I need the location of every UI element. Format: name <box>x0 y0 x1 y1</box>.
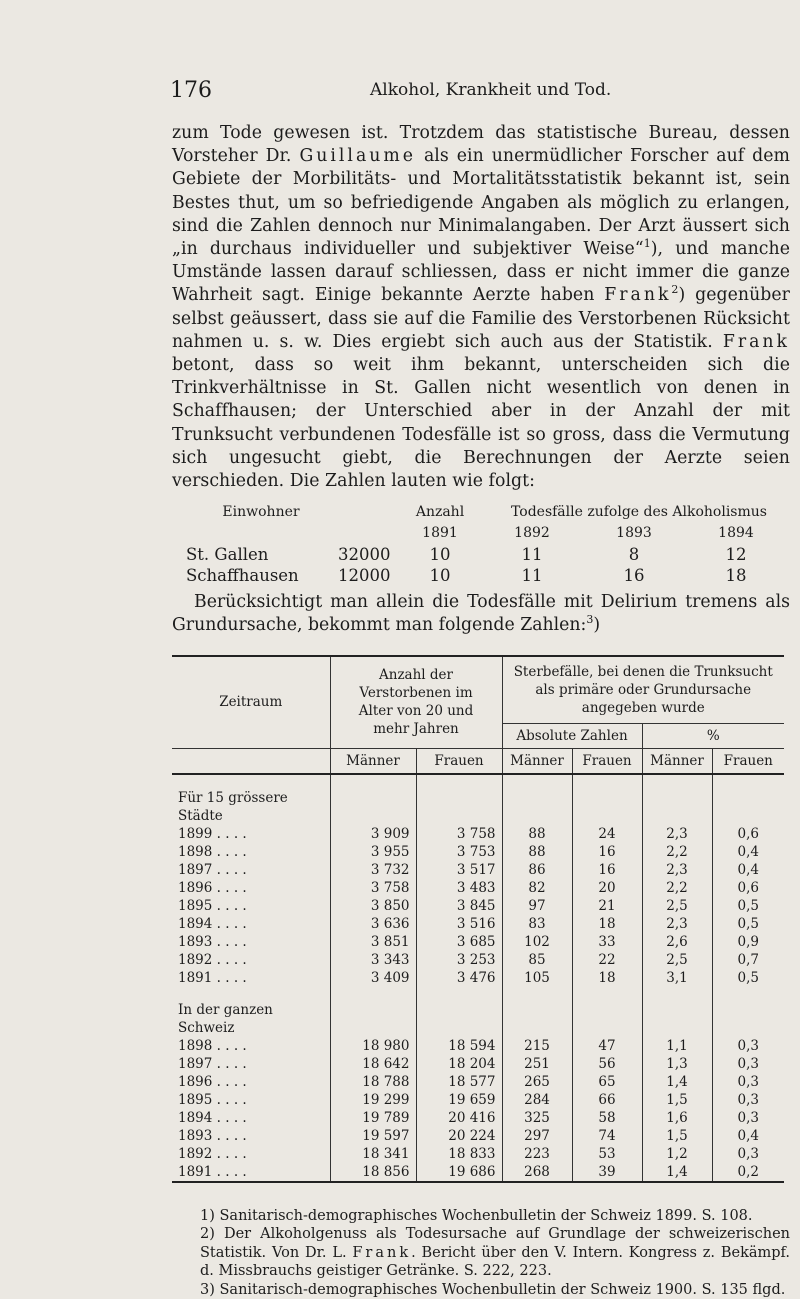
paragraph-1: zum Tode gewesen ist. Trotzdem das statistische Bureau, dessen Vorsteher Dr. Guillaume als ein unermüdlicher Forscher auf dem Gebiete der Morbilitäts- und Mortalitätsstatistik bekannt ist, sein Bestes thut, um so befriedigende Angaben als möglich zu erlangen, sind die Zahlen dennoch nur Minimalangaben. Der Arzt äussert sich „in durchaus individueller und subjektiver Weise“$^1$), und manche Umstände lassen darauf schliessen, dass er nicht immer die ganze Wahrheit sagt. Einige bekannte Aerzte haben Frank$^2$) gegenüber selbst geäussert, dass sie auf die Familie des Verstorbenen Rücksicht nahmen u. s. w. Dies ergiebt sich auch aus der Statistik. Frank betont, dass so weit ihm bekannt, unterscheiden sich die Trinkverhältnisse in St. Gallen nicht wesentlich von denen in Schaffhausen; der Unterschied aber in der Anzahl der mit Trunksucht verbundenen Todesfälle ist so gross, dass die Vermutung sich ungesucht giebt, die Berechnungen der Aerzte seien verschieden. Die Zahlen lauten wie folgt: <box>172 123 790 492</box>
table-row: 1895 . . . . 3 850 3 845 97 21 2,5 0,5 <box>172 897 784 915</box>
footnote-3: 3) Sanitarisch-demographisches Wochenbulletin der Schweiz 1900. S. 135 flgd. <box>200 1281 786 1298</box>
table-row: 1891 . . . . 3 409 3 476 105 18 3,1 0,5 <box>172 969 784 987</box>
footnotes <box>150 1207 790 1299</box>
header-percent: % <box>642 723 784 748</box>
table-row: 1898 . . . . 18 980 18 594 215 47 1,1 0,3 <box>172 1037 784 1055</box>
table-row: 1896 . . . . 3 758 3 483 82 20 2,2 0,6 <box>172 879 784 897</box>
table-row: 1894 . . . . 19 789 20 416 325 58 1,6 0,3 <box>172 1109 784 1127</box>
table-row: 1899 . . . . 3 909 3 758 88 24 2,3 0,6 <box>172 825 784 843</box>
table-row: St. Gallen 32000 10 11 8 12 <box>186 545 747 565</box>
table-row: 1891 . . . . 18 856 19 686 268 39 1,4 0,2 <box>172 1163 784 1182</box>
table-row: 1897 . . . . 18 642 18 204 251 56 1,3 0,3 <box>172 1055 784 1073</box>
table-row: 1893 . . . . 19 597 20 224 297 74 1,5 0,4 <box>172 1127 784 1145</box>
page <box>150 70 790 1299</box>
table-row: 1895 . . . . 19 299 19 659 284 66 1,5 0,3 <box>172 1091 784 1109</box>
footnote-ref-1[interactable]: 1 <box>643 237 651 251</box>
table-row: Schaffhausen 12000 10 11 16 18 <box>186 566 747 586</box>
author-name: Guillaume <box>299 146 416 167</box>
city-comparison-table: Einwohner Anzahl Todesfälle zufolge des Alkoholismus 1891 1892 1893 1894 St. Gallen 32000 10 11 8 12 Schaffhausen 12000 10 11 16 18 <box>184 501 788 587</box>
table-group-row: In der ganzen Schweiz <box>172 987 784 1037</box>
footnote-2: 2) Der Alkoholgenuss als Todesursache auf Grundlage der schweizerischen Statistik. Von Dr. L. Frank. Bericht über den V. Intern. Kongress z. Bekämpf. d. Missbrauchs geistiger Getränke. S. 222, 223. <box>200 1226 790 1280</box>
running-title: Alkohol, Krankheit und Tod. <box>370 80 612 100</box>
header-zeitraum: Zeitraum <box>172 656 330 749</box>
table-row: 1898 . . . . 3 955 3 753 88 16 2,2 0,4 <box>172 843 784 861</box>
table-row: 1897 . . . . 3 732 3 517 86 16 2,3 0,4 <box>172 861 784 879</box>
footnote-ref-2[interactable]: 2 <box>671 283 679 297</box>
delirium-tremens-table: Zeitraum Anzahl der Verstorbenen im Alter von 20 und mehr Jahren Sterbefälle, bei denen die Trunksucht als primäre oder Grundursache angegeben wurde Absolute Zahlen % Männer Frauen Männer Frauen Männer Frauen Für 15 grössere Städte 1899 . . . . 3 909 3 758 88 24 2,3 0,6 1898 . . . . 3 955 3 753 88 16 2,2 0,4 1897 . . . . 3 732 3 517 86 16 2,3 0,4 1896 . . . . 3 758 3 483 82 20 2,2 0,6 1895 . . . . 3 850 3 845 97 21 2,5 0,5 1894 . . . . 3 636 3 516 83 18 2,3 0,5 1893 . . . . 3 851 3 685 102 33 2,6 0,9 1892 . . . . 3 343 3 253 85 22 2,5 0,7 1891 . . . . 3 409 3 476 105 18 3,1 0,5 In der ganzen Schweiz 1898 . . . . 18 980 18 594 215 47 1,1 0,3 1897 . . . . 18 642 18 204 251 56 1,3 0,3 1896 . . . . 18 788 18 577 265 65 1,4 0,3 1895 . . . . 19 299 19 659 284 66 1,5 0,3 1894 . . . . 19 789 20 416 325 58 1,6 0,3 1893 . . . . 19 597 20 224 297 74 1,5 0,4 1892 . . . . 18 341 18 833 223 53 1,2 0,3 1891 . . . . 18 856 19 686 268 39 1,4 0,2 <box>172 655 784 1183</box>
table-row: 1894 . . . . 3 636 3 516 83 18 2,3 0,5 <box>172 915 784 933</box>
header-absolute: Absolute Zahlen <box>502 723 642 748</box>
footnote-1: 1) Sanitarisch-demographisches Wochenbulletin der Schweiz 1899. S. 108. <box>200 1207 753 1224</box>
table-group-row: Für 15 grössere Städte <box>172 774 784 825</box>
table-row: 1892 . . . . 18 341 18 833 223 53 1,2 0,3 <box>172 1145 784 1163</box>
table-row: 1893 . . . . 3 851 3 685 102 33 2,6 0,9 <box>172 933 784 951</box>
table-row: 1896 . . . . 18 788 18 577 265 65 1,4 0,3 <box>172 1073 784 1091</box>
table-row: 1892 . . . . 3 343 3 253 85 22 2,5 0,7 <box>172 951 784 969</box>
header-anzahl: Anzahl der Verstorbenen im Alter von 20 und mehr Jahren <box>330 656 502 749</box>
author-name: Frank <box>604 285 672 306</box>
header-sterbefaelle: Sterbefälle, bei denen die Trunksucht als primäre oder Grundursache angegeben wurde <box>502 656 784 724</box>
page-number: 176 <box>170 78 212 103</box>
footnote-ref-3[interactable]: 3 <box>586 613 594 627</box>
paragraph-2: Berücksichtigt man allein die Todesfälle mit Delirium tremens als Grundursache, bekommt man folgende Zahlen:$^3$) <box>172 592 790 636</box>
author-name: Frank <box>722 331 790 352</box>
page-header <box>150 70 790 110</box>
